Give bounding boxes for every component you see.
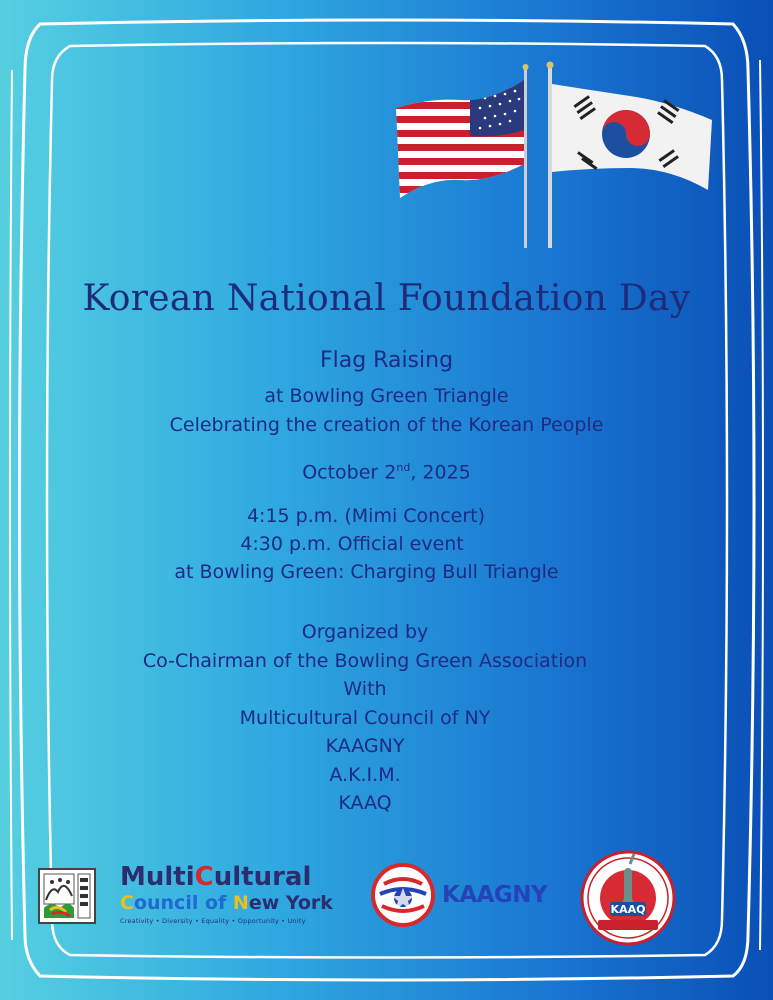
- date-ordinal: nd: [396, 461, 411, 474]
- organized-by-heading: Organized by: [301, 621, 429, 643]
- multicultural-council-emblem: [38, 868, 96, 924]
- kaagny-logo: [370, 862, 560, 928]
- partner-item: KAAGNY: [325, 735, 405, 757]
- with-label: With: [343, 678, 387, 700]
- us-flag-pole: [524, 68, 527, 248]
- partner-item: KAAQ: [338, 792, 392, 814]
- event-subtitle: Flag Raising: [319, 348, 454, 373]
- venue-line: at Bowling Green: Charging Bull Triangle: [174, 561, 559, 583]
- primary-organizer: Co-Chairman of the Bowling Green Association: [142, 649, 588, 672]
- mc-logo-tagline: Creativity • Diversity • Equality • Opportunity • Unity: [120, 917, 306, 925]
- organizers-block: [0, 618, 730, 818]
- mc-logo-line1: MultiCultural: [120, 862, 312, 892]
- event-date: [0, 461, 773, 483]
- kr-flag-pole: [548, 66, 552, 248]
- date-suffix: , 2025: [410, 461, 471, 484]
- mc-logo-line2: Council of New York: [120, 892, 333, 914]
- us-flag-icon: [390, 70, 530, 198]
- time-concert: 4:15 p.m. (Mimi Concert): [246, 505, 486, 527]
- celebration-line: Celebrating the creation of the Korean People: [169, 414, 604, 436]
- korean-flag-icon: [552, 84, 712, 190]
- kaaq-badge-text: KAAQ: [610, 903, 646, 916]
- multicultural-council-logo: [120, 862, 360, 925]
- time-official: 4:30 p.m. Official event: [240, 533, 464, 555]
- location-line: at Bowling Green Triangle: [264, 385, 509, 407]
- partner-item: A.K.I.M.: [329, 763, 401, 786]
- date-prefix: October 2: [302, 461, 397, 484]
- kaagny-emblem: [370, 862, 436, 928]
- event-title: Korean National Foundation Day: [82, 278, 691, 319]
- kaagny-wordmark: KAAGNY: [442, 882, 548, 908]
- partner-item: Multicultural Council of NY: [239, 706, 491, 729]
- kaaq-seal: [580, 850, 676, 946]
- flags-illustration: [390, 60, 720, 250]
